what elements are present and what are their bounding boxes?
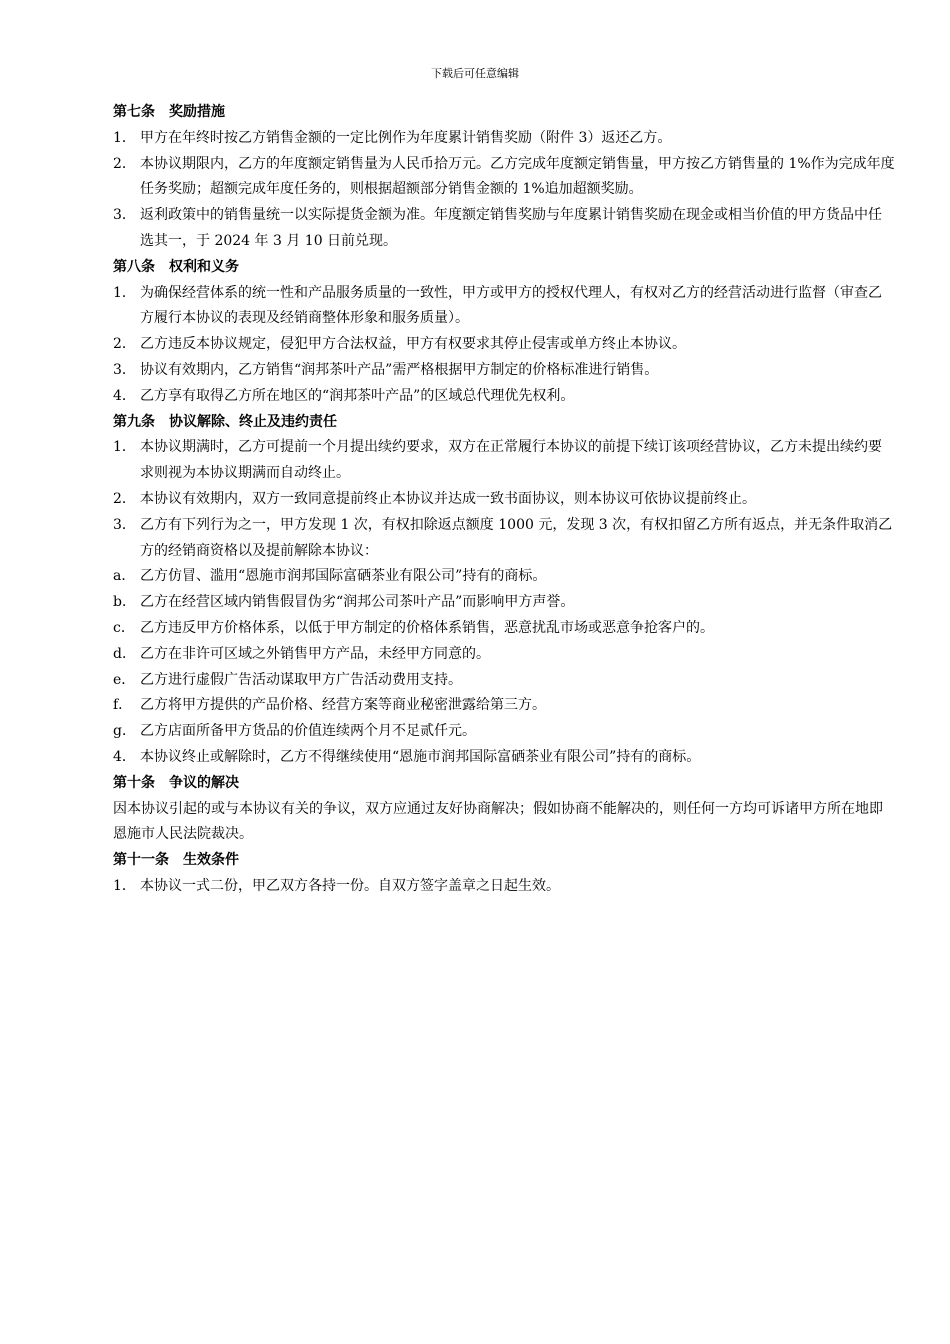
clause-number: 3． [113, 207, 136, 224]
clause-number: 3． [113, 516, 136, 533]
clause-number: 3． [113, 361, 136, 378]
clause-text: 本协议终止或解除时，乙方不得继续使用“恩施市润邦国际富硒茶业有限公司”持有的商标。 [140, 748, 701, 765]
clause-number: 2． [113, 336, 136, 353]
document-body [113, 100, 895, 900]
clause-text: 乙方将甲方提供的产品价格、经营方案等商业秘密泄露给第三方。 [140, 697, 546, 714]
clause-item [113, 152, 895, 204]
clause-item [113, 281, 895, 333]
clause-text: 为确保经营体系的统一性和产品服务质量的一致性，甲方或甲方的授权代理人，有权对乙方的经营活动进行监督（审查乙方履行本协议的表现及经销商整体形象和服务质量）。 [140, 284, 882, 327]
clause-text: 乙方在经营区域内销售假冒伪劣“润邦公司茶叶产品”而影响甲方声誉。 [140, 594, 575, 611]
section-paragraph: 因本协议引起的或与本协议有关的争议，双方应通过友好协商解决；假如协商不能解决的，则任何一方均可诉诸甲方所在地即恩施市人民法院裁决。 [113, 800, 883, 843]
clause-item [113, 513, 895, 565]
clause-number: b． [113, 594, 136, 611]
clause-item [113, 745, 895, 771]
clause-text: 协议有效期内，乙方销售“润邦茶叶产品”需严格根据甲方制定的价格标准进行销售。 [140, 361, 659, 378]
clause-item [113, 616, 895, 642]
section-title: 第十一条 生效条件 [113, 852, 239, 869]
clause-text: 乙方进行虚假广告活动谋取甲方广告活动费用支持。 [140, 671, 462, 688]
clause-number: 1． [113, 877, 136, 894]
section-title: 第七条 奖励措施 [113, 104, 225, 120]
clause-number: d． [113, 645, 136, 662]
clause-number: 2． [113, 155, 136, 172]
clause-text: 乙方店面所备甲方货品的价值连续两个月不足贰仟元。 [140, 723, 476, 740]
clause-text: 乙方有下列行为之一，甲方发现 1 次，有权扣除返点额度 1000 元，发现 3 次，有权扣留乙方所有返点，并无条件取消乙方的经销商资格以及提前解除本协议： [140, 516, 893, 559]
clause-text: 乙方在非许可区域之外销售甲方产品，未经甲方同意的。 [140, 645, 490, 662]
clause-text: 本协议期满时，乙方可提前一个月提出续约要求，双方在正常履行本协议的前提下续订该项经营协议，乙方未提出续约要求则视为本协议期满而自动终止。 [140, 439, 882, 482]
clause-text: 甲方在年终时按乙方销售金额的一定比例作为年度累计销售奖励（附件 3）返还乙方。 [140, 129, 672, 146]
clause-text: 返利政策中的销售量统一以实际提货金额为准。年度额定销售奖励与年度累计销售奖励在现金或相当价值的甲方货品中任选其一，于 2024 年 3 月 10 日前兑现。 [140, 207, 882, 249]
clause-item [113, 435, 895, 487]
clause-number: 2． [113, 490, 136, 507]
clause-number: 4． [113, 748, 136, 765]
clause-number: 4． [113, 387, 136, 404]
section-title: 第八条 权利和义务 [113, 258, 239, 275]
clause-item [113, 668, 895, 694]
header-note: 下载后可任意编辑 [431, 67, 519, 80]
clause-text: 乙方享有取得乙方所在地区的“润邦茶叶产品”的区域总代理优先权利。 [140, 387, 575, 404]
section-title: 第十条 争议的解决 [113, 774, 239, 791]
clause-item [113, 642, 895, 668]
clause-text: 乙方违反本协议规定，侵犯甲方合法权益，甲方有权要求其停止侵害或单方终止本协议。 [140, 336, 686, 353]
clause-item [113, 358, 895, 384]
clause-text: 本协议期限内，乙方的年度额定销售量为人民币拾万元。乙方完成年度额定销售量，甲方按乙方销售量的 1%作为完成年度任务奖励；超额完成年度任务的，则根据超额部分销售金额的 1%追加超额奖励。 [140, 155, 895, 198]
clause-number: c． [113, 619, 135, 636]
clause-item [113, 487, 895, 513]
clause-item [113, 590, 895, 616]
clause-item [113, 874, 895, 900]
clause-item [113, 384, 895, 410]
clause-item [113, 332, 895, 358]
clause-item [113, 719, 895, 745]
clause-number: f． [113, 697, 133, 714]
clause-item [113, 203, 895, 255]
clause-item [113, 564, 895, 590]
clause-text: 本协议一式二份，甲乙双方各持一份。自双方签字盖章之日起生效。 [140, 877, 560, 894]
clause-number: 1． [113, 284, 136, 301]
clause-number: e． [113, 671, 136, 688]
clause-text: 本协议有效期内，双方一致同意提前终止本协议并达成一致书面协议，则本协议可依协议提前终止。 [140, 490, 756, 507]
clause-number: a． [113, 568, 136, 585]
clause-item [113, 126, 895, 152]
clause-item [113, 693, 895, 719]
clause-text: 乙方违反甲方价格体系，以低于甲方制定的价格体系销售，恶意扰乱市场或恶意争抢客户的。 [140, 619, 714, 636]
clause-number: 1． [113, 439, 136, 456]
clause-number: 1． [113, 129, 136, 146]
clause-number: g． [113, 723, 136, 740]
section-title: 第九条 协议解除、终止及违约责任 [113, 413, 337, 430]
clause-text: 乙方仿冒、滥用“恩施市润邦国际富硒茶业有限公司”持有的商标。 [140, 568, 547, 585]
